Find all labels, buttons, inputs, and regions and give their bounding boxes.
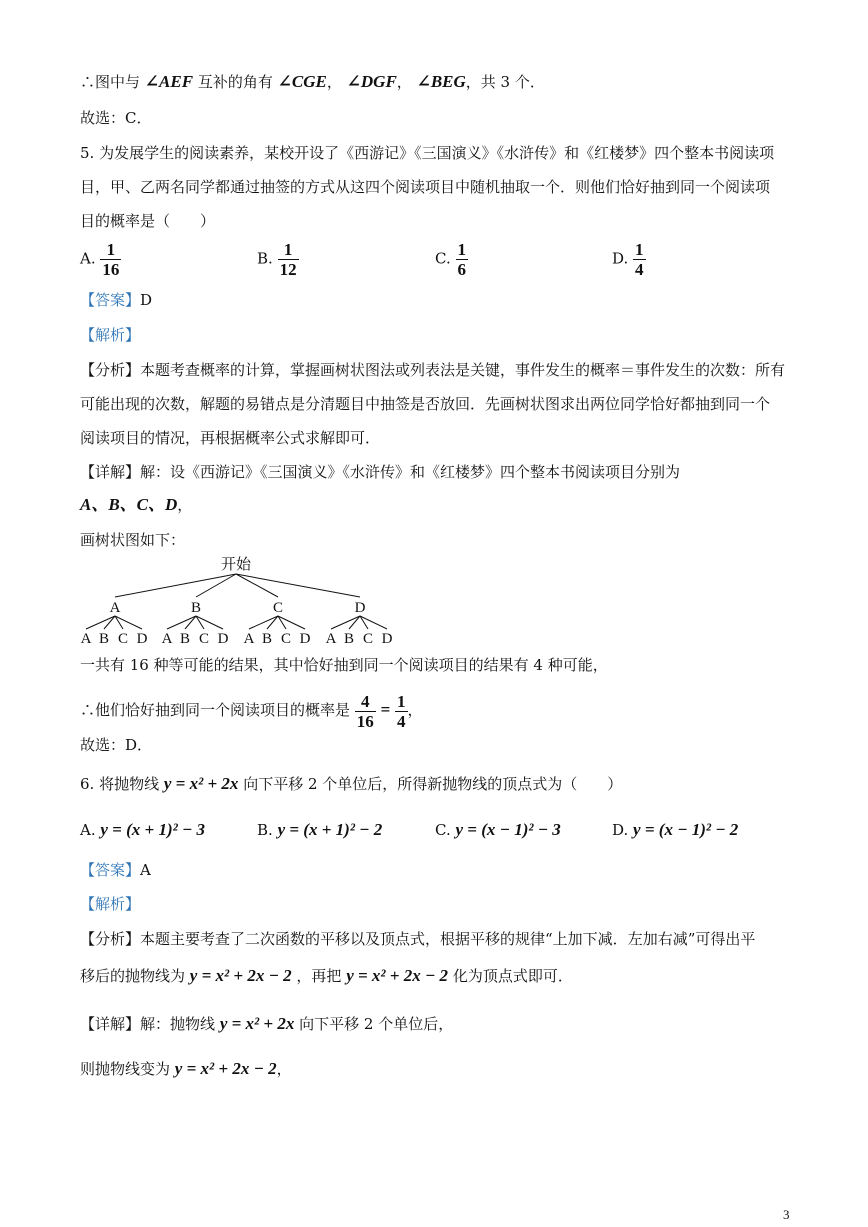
text: 解：抛物线 — [140, 1015, 216, 1033]
fenxi-tag: 【分析】 — [80, 361, 141, 379]
equation: y = x² + 2x — [219, 1014, 295, 1033]
q5-letters — [80, 495, 192, 515]
answer-value: A — [140, 861, 151, 879]
text: 6. 将抛物线 — [80, 775, 160, 793]
option-label: D. — [612, 821, 629, 839]
leaf: A — [80, 631, 92, 646]
leaf: D — [217, 631, 229, 646]
q6-analysis-tag — [80, 894, 140, 914]
denominator: 6 — [457, 260, 466, 279]
tree-node-a: A — [109, 600, 121, 616]
q5-fenxi-2: 可能出现的次数，解题的易错点是分清题目中抽签是否放回．先画树状图求出两位同学恰好都抽到同一个 — [80, 395, 771, 413]
leaf: B — [179, 631, 191, 646]
text: 解：设《西游记》《三国演义》《水浒传》和《红楼梦》四个整本书阅读项目分别为 — [140, 463, 681, 481]
option-label: D. — [612, 249, 629, 268]
q5-option-c — [435, 240, 468, 279]
leaf: D — [136, 631, 148, 646]
angle-cge: ∠CGE — [277, 72, 327, 91]
option-label: A. — [80, 249, 96, 268]
q5-stem-1: 5. 为发展学生的阅读素养，某校开设了《西游记》《三国演义》《水浒传》和《红楼梦》四个整本书阅读项 — [80, 144, 775, 162]
text: 本题考查概率的计算，掌握画树状图法或列表法是关键，事件发生的概率＝事件发生的次数：所有 — [140, 361, 786, 379]
fraction — [100, 240, 121, 279]
q5-stem-2: 目，甲、乙两名同学都通过抽签的方式从这四个阅读项目中随机抽取一个．则他们恰好抽到同一个阅读项 — [80, 178, 771, 196]
denominator: 16 — [102, 260, 120, 279]
numerator: 1 — [457, 240, 466, 259]
text: ，共 3 个． — [465, 73, 545, 91]
text: 向下平移 2 个单位后，所得新抛物线的顶点式为（ ） — [243, 775, 623, 793]
option-expr: y = (x − 1)² − 3 — [455, 820, 561, 839]
fraction — [395, 692, 408, 731]
fraction — [278, 240, 299, 279]
text: ， — [276, 1060, 292, 1078]
q5-answer — [80, 290, 152, 310]
q6-option-d — [612, 820, 738, 840]
xiangjie-tag: 【详解】 — [80, 1015, 141, 1033]
angle-beg: ∠BEG — [416, 72, 466, 91]
text: ， — [407, 701, 423, 719]
denominator: 4 — [635, 260, 644, 279]
leaf: B — [343, 631, 355, 646]
item-letters: A、B、C、D — [80, 495, 178, 514]
q6-xiangjie — [80, 1014, 453, 1034]
leaf: C — [280, 631, 292, 646]
q5-choose: 故选：D． — [80, 736, 153, 754]
text: ∴图中与 — [80, 73, 141, 91]
text: ，再把 — [296, 967, 342, 985]
q6-option-a — [80, 820, 205, 840]
option-label: C. — [435, 821, 451, 839]
leaf: B — [98, 631, 110, 646]
analysis-tag: 【解析】 — [80, 326, 141, 344]
answer-value: D — [140, 291, 153, 309]
text: 互补的角有 — [197, 73, 273, 91]
text: ， — [177, 496, 193, 514]
q5-tree-intro: 画树状图如下： — [80, 531, 186, 549]
fraction — [355, 692, 376, 731]
q6-last-line — [80, 1059, 292, 1079]
tree-node-d: D — [354, 600, 366, 616]
answer-tag: 【答案】 — [80, 291, 141, 309]
denominator: 4 — [397, 711, 406, 731]
equation: y = x² + 2x − 2 — [346, 966, 449, 985]
denominator: 16 — [356, 711, 374, 731]
text: 化为顶点式即可． — [452, 967, 573, 985]
xiangjie-tag: 【详解】 — [80, 463, 141, 481]
option-label: C. — [435, 249, 451, 268]
tree-root: 开始 — [220, 555, 252, 573]
analysis-tag: 【解析】 — [80, 895, 141, 913]
answer-tag: 【答案】 — [80, 861, 141, 879]
q5-option-b — [257, 240, 299, 279]
q6-fenxi-2 — [80, 966, 573, 986]
numerator: 1 — [397, 691, 406, 711]
conclusion-line — [80, 72, 545, 92]
text: 移后的抛物线为 — [80, 967, 186, 985]
q5-result-1: 一共有 16 种等可能的结果，其中恰好抽到同一个阅读项目的结果有 4 种可能， — [80, 656, 608, 674]
page-number: 3 — [783, 1207, 790, 1222]
numerator: 1 — [278, 240, 299, 260]
tree-node-c: C — [272, 600, 284, 616]
tree-node-b: B — [190, 600, 202, 616]
q6-option-b — [257, 820, 382, 840]
option-expr: y = (x − 1)² − 2 — [633, 820, 739, 839]
text: 向下平移 2 个单位后， — [299, 1015, 454, 1033]
tree-diagram — [78, 550, 408, 646]
q6-option-c — [435, 820, 561, 840]
fraction — [456, 240, 469, 279]
q6-stem — [80, 774, 622, 794]
equation: y = x² + 2x — [163, 774, 239, 793]
leaf: B — [261, 631, 273, 646]
leaf: C — [198, 631, 210, 646]
tree-leaves — [81, 631, 393, 646]
q5-xiangjie-1 — [80, 462, 680, 482]
equation: y = x² + 2x − 2 — [189, 966, 292, 985]
q5-option-a — [80, 240, 121, 279]
equation: y = x² + 2x − 2 — [174, 1059, 277, 1078]
denominator: 12 — [279, 260, 297, 279]
leaf: A — [243, 631, 255, 646]
angle-aef: ∠AEF — [144, 72, 194, 91]
angle-dgf: ∠DGF — [346, 72, 397, 91]
option-label: A. — [80, 821, 96, 839]
leaf: A — [161, 631, 173, 646]
leaf: C — [362, 631, 374, 646]
text: ， — [326, 73, 342, 91]
numerator: 1 — [100, 240, 121, 260]
equals: = — [380, 700, 391, 719]
option-expr: y = (x + 1)² − 3 — [100, 820, 206, 839]
numerator: 1 — [635, 240, 644, 259]
leaf: D — [299, 631, 311, 646]
tree-edges-level2 — [86, 616, 387, 629]
text: 本题主要考查了二次函数的平移以及顶点式，根据平移的规律“上加下减．左加右减”可得出平 — [140, 930, 756, 948]
q5-stem-3: 目的概率是（ ） — [80, 212, 216, 230]
tree-edges-level1 — [115, 574, 360, 597]
leaf: D — [381, 631, 393, 646]
fraction — [633, 240, 646, 279]
numerator: 4 — [355, 692, 376, 712]
leaf: A — [325, 631, 337, 646]
option-label: B. — [257, 821, 273, 839]
q5-option-d — [612, 240, 646, 279]
option-label: B. — [257, 249, 273, 268]
q5-result-2 — [80, 690, 423, 731]
text: 则抛物线变为 — [80, 1060, 171, 1078]
text: ， — [396, 73, 412, 91]
q5-analysis-tag — [80, 325, 140, 345]
q6-answer — [80, 860, 151, 880]
option-expr: y = (x + 1)² − 2 — [277, 820, 383, 839]
choose-line: 故选：C． — [80, 109, 152, 127]
leaf: C — [117, 631, 129, 646]
q5-fenxi-3: 阅读项目的情况，再根据概率公式求解即可． — [80, 429, 381, 447]
text: ∴他们恰好抽到同一个阅读项目的概率是 — [80, 701, 351, 719]
q6-fenxi-1 — [80, 929, 755, 949]
q5-fenxi-1 — [80, 360, 785, 380]
fenxi-tag: 【分析】 — [80, 930, 141, 948]
